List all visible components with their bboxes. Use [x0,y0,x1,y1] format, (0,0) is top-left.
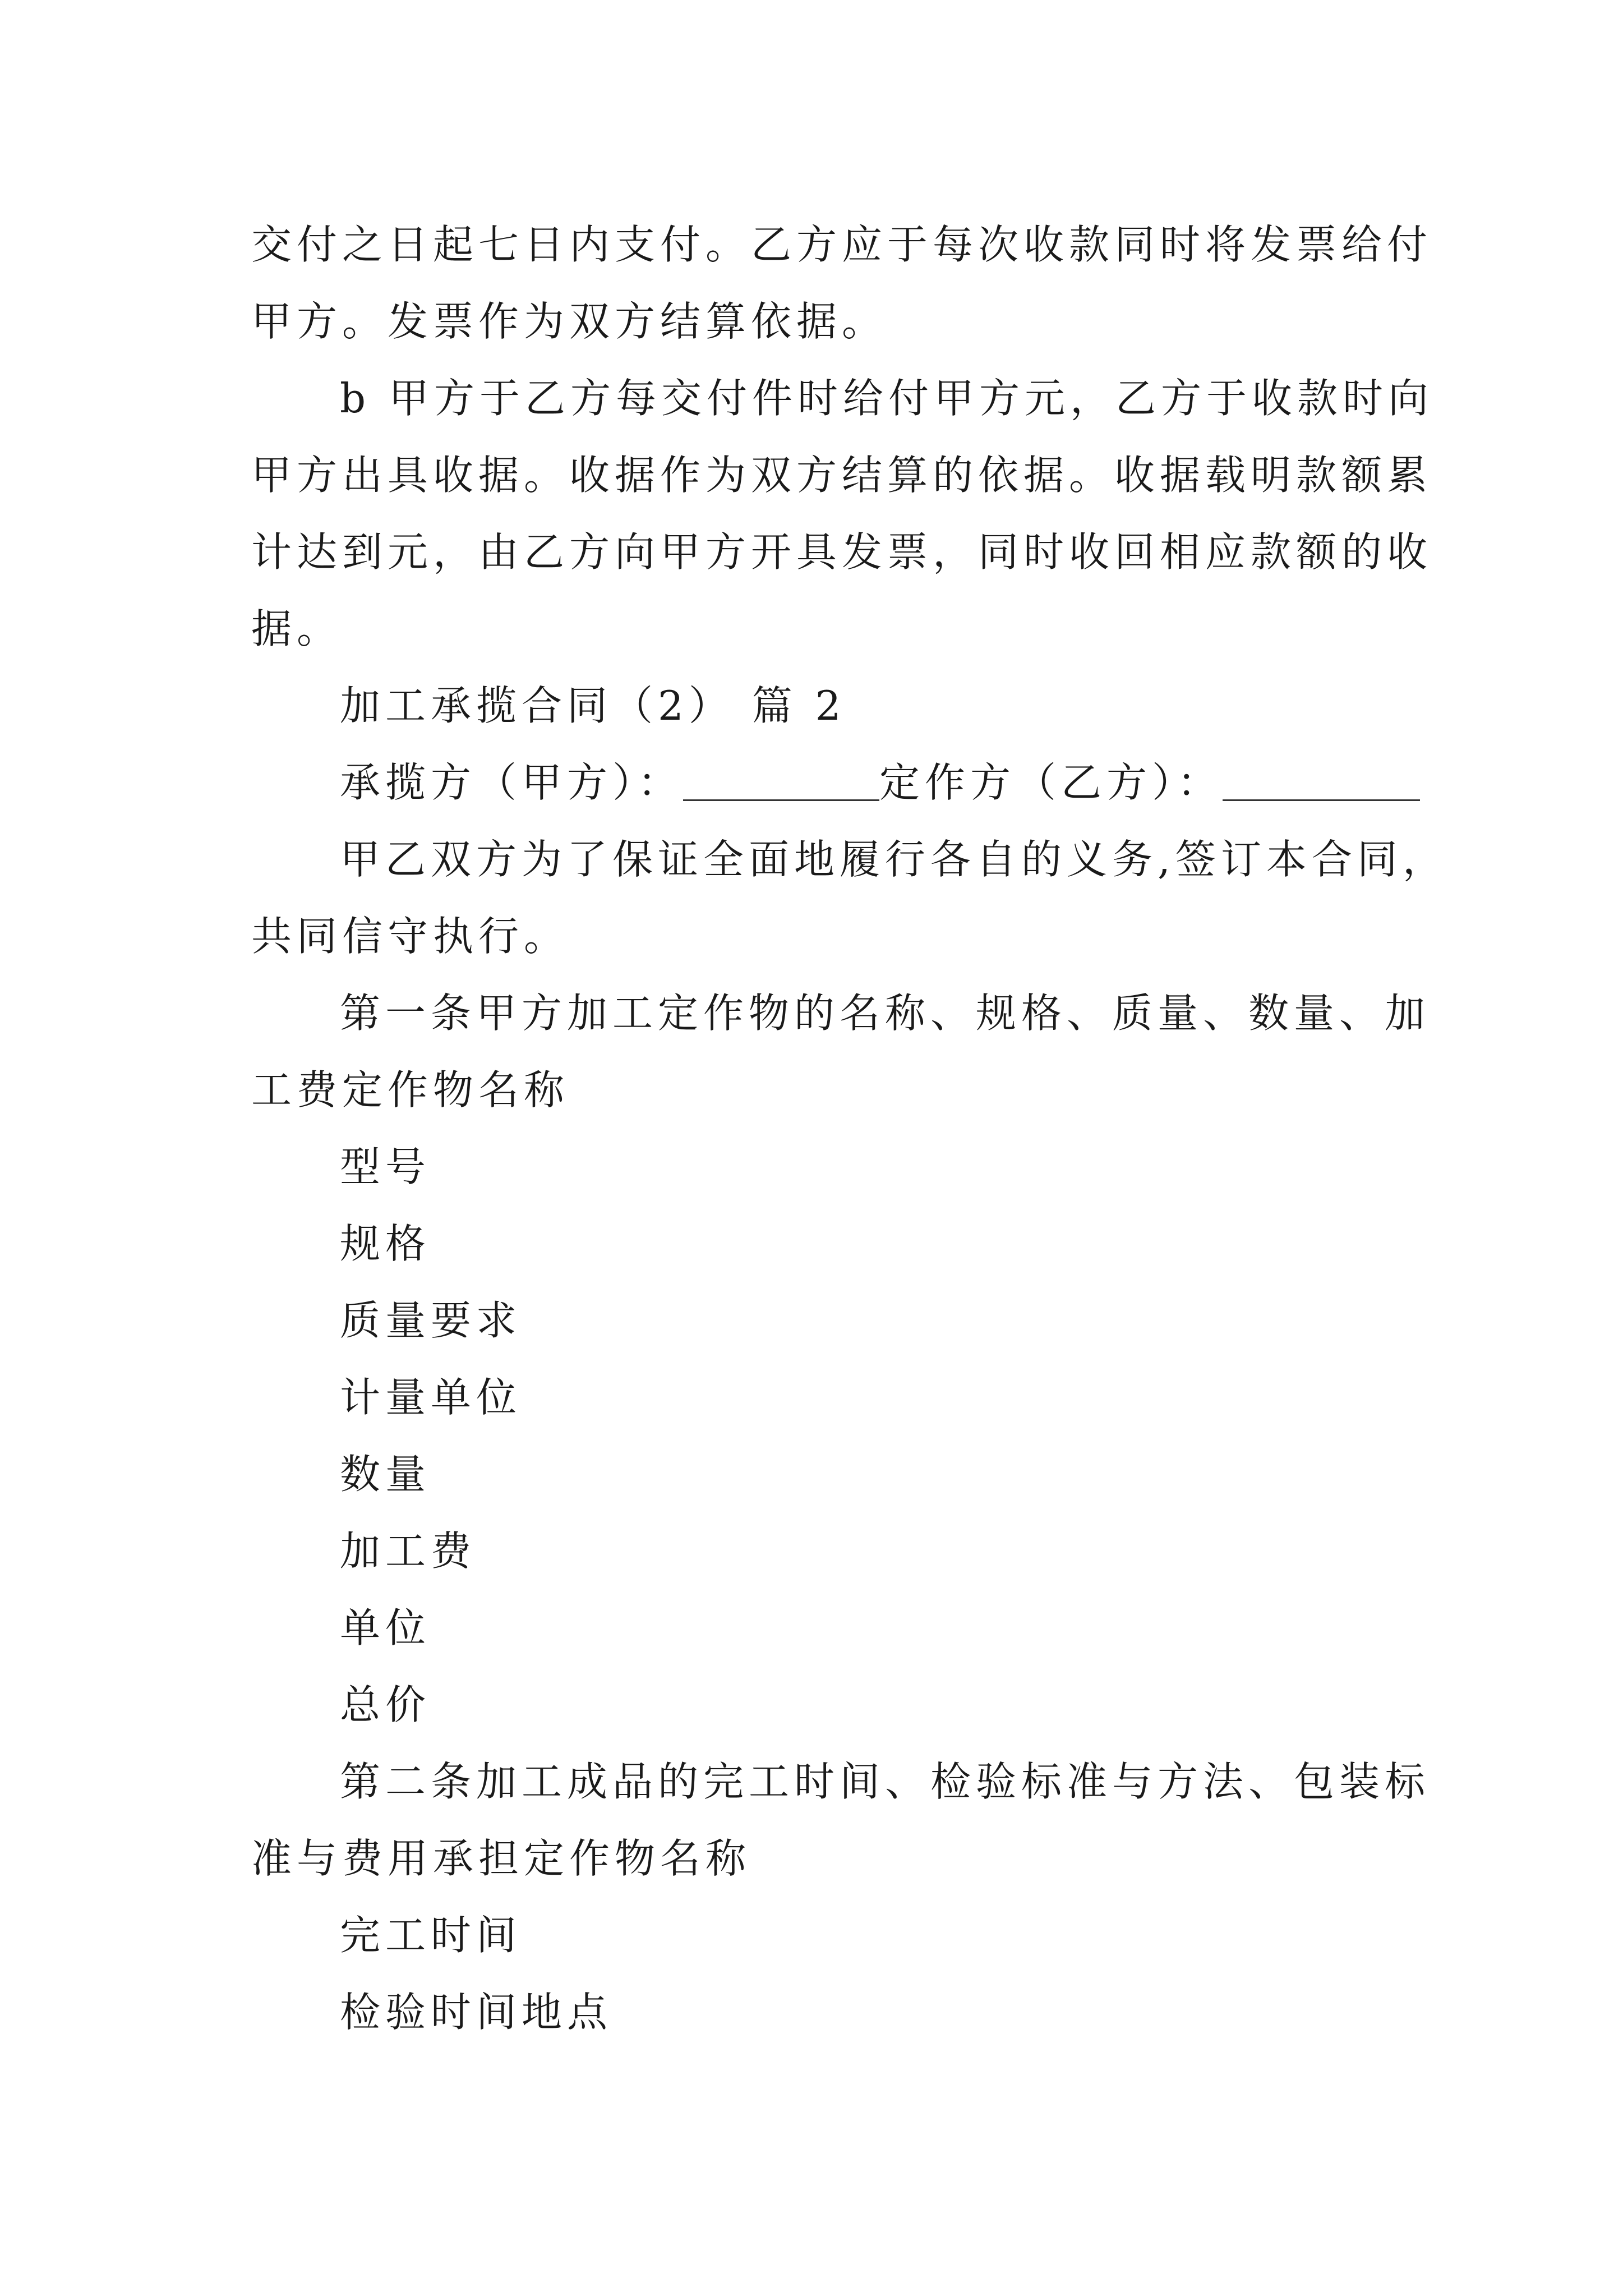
list-item: 规格 [340,1220,431,1267]
list-item: 质量要求 [340,1297,522,1344]
list-item: 数量 [340,1451,431,1498]
paragraph-line: 准与费用承担定作物名称 [251,1835,751,1882]
document-body [251,206,1448,2051]
list-item: 计量单位 [340,1374,522,1421]
paragraph-line: 甲方。发票作为双方结算依据。 [251,298,888,345]
paragraph-line: b 甲方于乙方每交付件时给付甲方元，乙方于收款时向 [340,375,1433,422]
paragraph-line: 甲方出具收据。收据作为双方结算的依据。收据载明款额累 [251,452,1433,499]
paragraph-line: 计达到元，由乙方向甲方开具发票，同时收回相应款额的收 [251,528,1433,576]
paragraph-line: 工费定作物名称 [251,1066,570,1114]
paragraph-line: 甲乙双方为了保证全面地履行各自的义务,签订本合同， [340,836,1448,883]
list-item: 总价 [340,1681,431,1728]
party-line [251,744,1390,821]
clause-heading: 第二条加工成品的完工时间、检验标准与方法、包装标 [340,1758,1431,1805]
paragraph-line: 共同信守执行。 [251,913,570,960]
list-item: 单位 [340,1604,431,1651]
orderer-label: 定作方（乙方）： [879,759,1223,806]
contractor-label: 承揽方（甲方）： [340,759,684,806]
list-item: 完工时间 [340,1912,522,1959]
contractor-blank [683,766,879,801]
orderer-blank [1223,766,1420,801]
list-item: 型号 [340,1143,431,1190]
list-item: 检验时间地点 [340,1989,613,2036]
section-heading: 加工承揽合同（2） 篇 2 [340,682,846,729]
list-item: 加工费 [340,1527,477,1575]
paragraph-line: 交付之日起七日内支付。乙方应于每次收款同时将发票给付 [251,221,1433,268]
clause-heading: 第一条甲方加工定作物的名称、规格、质量、数量、加 [340,990,1431,1037]
paragraph-line: 据。 [251,605,343,652]
